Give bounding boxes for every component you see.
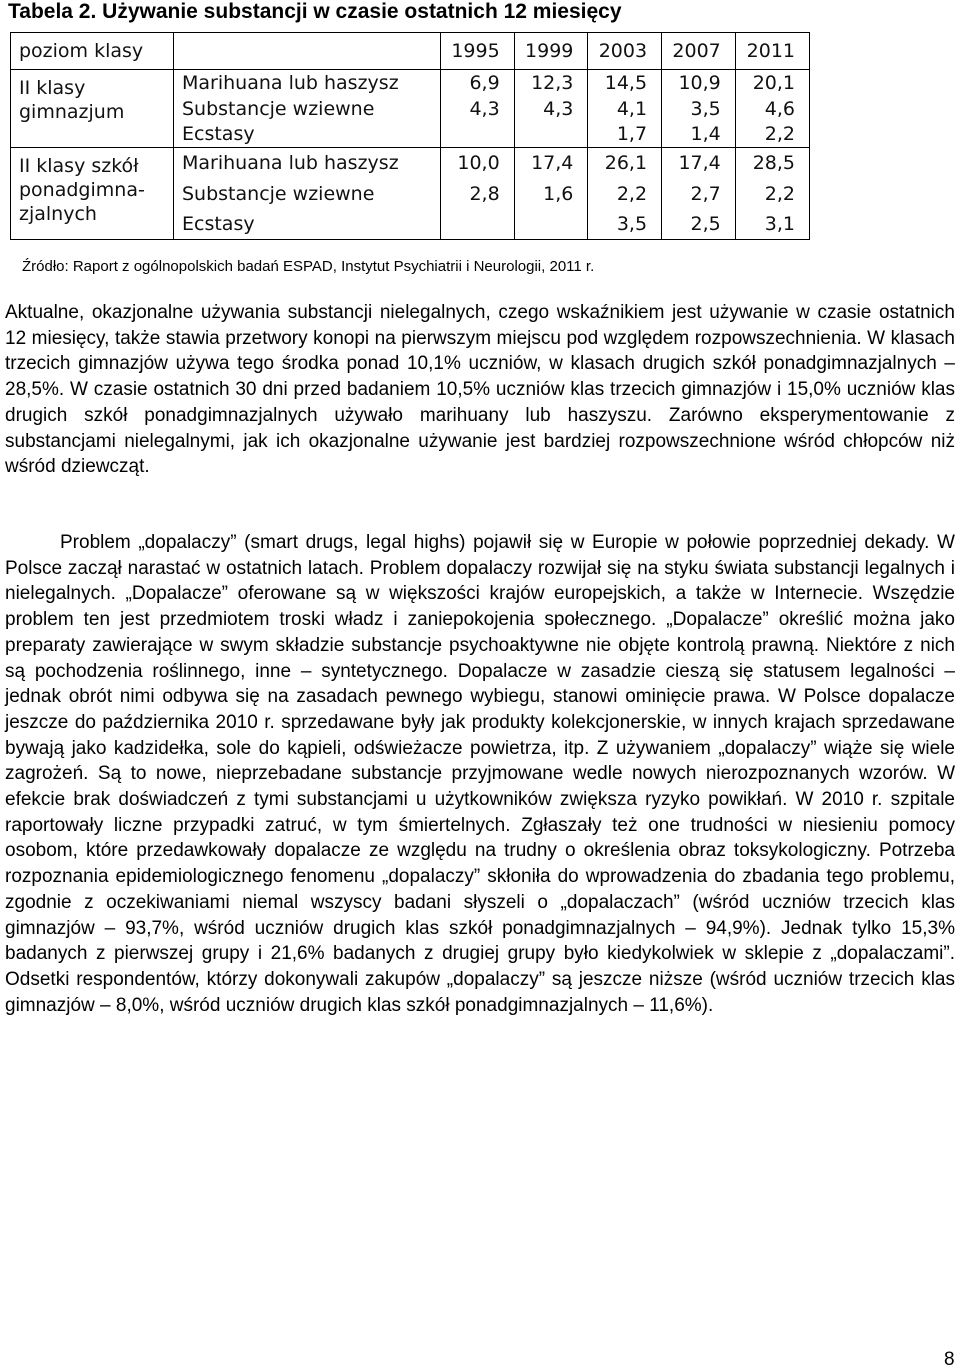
table-caption: Tabela 2. Używanie substancji w czasie ostatnich 12 miesięcy <box>8 0 622 23</box>
value-cell: 1,4 <box>662 121 736 147</box>
value-cell: 2,2 <box>764 182 795 205</box>
value-cell: 20,1 <box>752 71 795 94</box>
level-ponadgimnazjalne <box>11 148 174 239</box>
body-paragraph: Problem „dopalaczy” (smart drugs, legal highs) pojawił się w Europie w połowie poprzedniej dekady. W Polsce zaczął narastać w ostatnich latach. Problem dopalaczy rozwijał się na styku świata substancji legalnych i nielegalnych. „Dopalacze” oferowane są w większości krajów europejskich, a także w Internecie. Wszędzie problem ten jest przedmiotem troski władz i zaniepokojenia społecznego. „Dopalacze” określić można jako preparaty zawierające w swym składzie substancje psychoaktywne nie objęte kontrolą prawną. Niektóre z nich są pochodzenia roślinnego, inne – syntetycznego. Dopalacze w zasadzie cieszą się statusem legalności – jednak obrót nimi odbywa się na zasadach pewnego wybiegu, stanowi ominięcie prawa. W Polsce dopalacze jeszcze do października 2010 r. sprzedawane były jak produkty kolekcjonerskie, w innych krajach sprzedawane bywają jako kadzidełka, sole do kąpieli, odświeżacze powietrza, itp. Z używaniem „dopalaczy” wiąże się wiele zagrożeń. Są to nowe, nieprzebadane substancje przyjmowane wedle nowych nierozpoznanych wzorów. W efekcie brak doświadczeń z tymi substancjami u użytkowników zwiększa ryzyko powikłań. W 2010 r. szpitale raportowały liczne przypadki zatruć, w tym śmiertelnych. Zgłaszały też one trudności w niesieniu pomocy osobom, które przedawkowały dopalacze ze względu na trudny o określenia obraz toksykologiczny. Potrzeba rozpoznania epidemiologicznego fenomenu „dopalaczy” skłoniła do wprowadzenia do zbadania tego problemu, zgodnie z oczekiwaniami niemal wszyscy badani słyszeli o „dopalaczach” (wśród uczniów trzecich klas gimnazjów – 93,7%, wśród uczniów drugich klas szkół ponadgimnazjalnych – 94,9%). Jednak tylko 15,3% badanych z pierwszej grupy i 21,6% badanych z drugiej grupy było kiedykolwiek w sklepie z „dopalaczami”. Odsetki respondentów, którzy dokonywali zakupów „dopalaczy” są jeszcze niższe (wśród uczniów trzecich klas gimnazjów – 8,0%, wśród uczniów drugich klas szkół ponadgimnazjalnych – 11,6%). <box>5 532 955 1016</box>
level-line: II klasy szkół <box>19 155 139 178</box>
value-cell: 2,8 <box>441 178 515 208</box>
value-cell: 2,2 <box>735 121 809 147</box>
value-cell: 2,7 <box>662 178 736 208</box>
value-cell <box>514 121 588 147</box>
value-cell: 3,5 <box>662 96 736 122</box>
value-cell: 3,1 <box>764 212 795 235</box>
value-cell <box>441 209 515 239</box>
substance-cell: Marihuana lub haszysz <box>174 148 441 179</box>
value-cell <box>514 209 588 239</box>
header-year: 1995 <box>441 33 515 70</box>
value-cell: 6,9 <box>441 70 515 96</box>
level-gimnazjum <box>11 70 174 148</box>
substance-cell: Substancje wziewne <box>174 178 441 208</box>
header-year: 2007 <box>662 33 736 70</box>
value-cell: 12,3 <box>514 70 588 96</box>
table-header-row <box>11 33 809 70</box>
value-cell: 10,0 <box>441 148 515 179</box>
table-row <box>11 148 809 179</box>
header-year: 1999 <box>514 33 588 70</box>
value-cell: 1,6 <box>514 178 588 208</box>
table-row <box>11 70 809 96</box>
header-level: poziom klasy <box>11 33 174 70</box>
header-substance <box>174 33 441 70</box>
header-year: 2003 <box>588 33 662 70</box>
substance-cell: Ecstasy <box>174 209 441 239</box>
body-paragraph: Aktualne, okazjonalne używania substancji nielegalnych, czego wskaźnikiem jest używanie w czasie ostatnich 12 miesięcy, także stawia przetwory konopi na pierwszym miejscu pod względem rozpowszechnienia. W klasach trzecich gimnazjów używa tego środka ponad 10,1% uczniów, w klasach drugich szkół ponadgimnazjalnych – 28,5%. W czasie ostatnich 30 dni przed badaniem 10,5% uczniów klas trzecich gimnazjów i 15,0% uczniów klas drugich szkół ponadgimnazjalnych używało marihuany lub haszyszu. Zarówno eksperymentowanie z substancjami nielegalnymi, jak ich okazjonalne używanie jest bardziej rozpowszechnione wśród chłopców niż wśród dziewcząt. <box>5 302 955 478</box>
substance-cell: Ecstasy <box>174 121 441 147</box>
level-line: gimnazjum <box>19 101 125 123</box>
level-line: ponadgimna- <box>19 179 145 202</box>
value-cell: 17,4 <box>662 148 736 179</box>
header-year: 2011 <box>735 33 809 70</box>
survey-table <box>10 32 810 240</box>
value-cell <box>441 121 515 147</box>
level-line: II klasy <box>19 77 86 99</box>
substance-use-table <box>11 33 809 239</box>
value-cell: 2,2 <box>588 178 662 208</box>
source-note: Źródło: Raport z ogólnopolskich badań ESPAD, Instytut Psychiatrii i Neurologii, 2011 r. <box>22 258 595 275</box>
value-cell: 28,5 <box>752 152 795 175</box>
value-cell: 17,4 <box>514 148 588 179</box>
value-cell: 4,3 <box>514 96 588 122</box>
value-cell: 4,6 <box>764 97 795 120</box>
value-cell: 26,1 <box>588 148 662 179</box>
substance-cell: Substancje wziewne <box>174 96 441 122</box>
value-cell: 2,5 <box>662 209 736 239</box>
value-cell: 14,5 <box>588 70 662 96</box>
value-cell: 4,3 <box>441 96 515 122</box>
value-cell: 10,9 <box>662 70 736 96</box>
page-number: 8 <box>944 1349 955 1370</box>
level-line: zjalnych <box>19 203 97 226</box>
substance-cell: Marihuana lub haszysz <box>174 70 441 96</box>
value-cell: 3,5 <box>588 209 662 239</box>
value-cell: 4,1 <box>588 96 662 122</box>
value-cell: 1,7 <box>588 121 662 147</box>
